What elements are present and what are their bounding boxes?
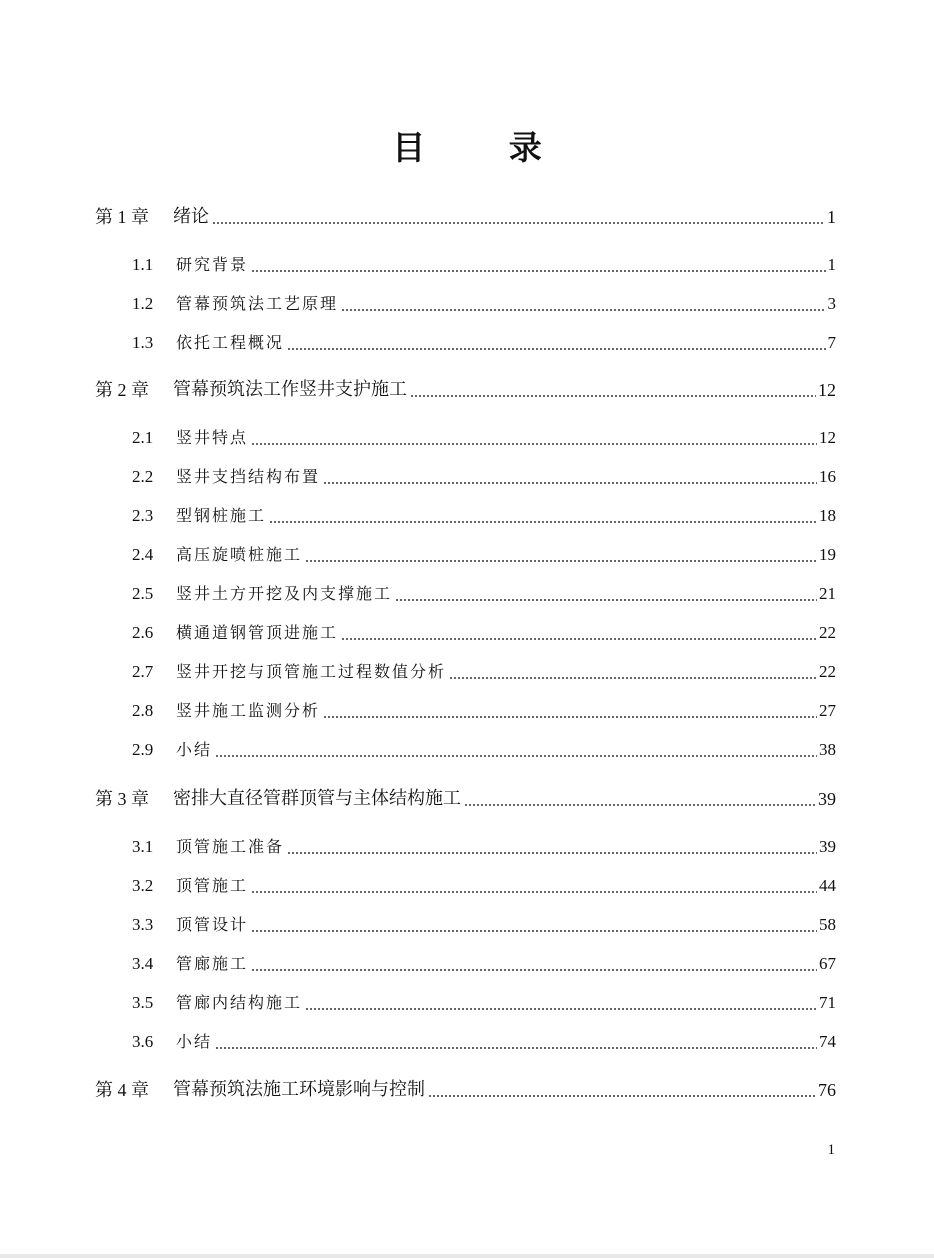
toc-entry-number: 2.8 xyxy=(132,701,154,720)
toc-entry-number: 3.6 xyxy=(132,1032,154,1051)
toc-entry-number: 3.4 xyxy=(132,954,154,973)
toc-section-entry[interactable] xyxy=(0,697,934,725)
toc-section-entry[interactable] xyxy=(0,290,934,318)
toc-entry-title: 密排大直径管群顶管与主体结构施工 xyxy=(173,788,461,809)
toc-entry-page: 19 xyxy=(819,545,836,564)
toc-entry-title: 顶管施工 xyxy=(176,876,249,895)
toc-chapter-entry[interactable] xyxy=(0,1076,934,1104)
toc-entry-title: 高压旋喷桩施工 xyxy=(176,545,303,564)
toc-dot-leader xyxy=(449,677,817,679)
toc-dot-leader xyxy=(305,1008,817,1010)
toc-section-entry[interactable] xyxy=(0,833,934,861)
toc-dot-leader xyxy=(428,1095,816,1097)
toc-entry-number: 3.3 xyxy=(132,915,154,934)
toc-entry-title: 横通道钢管顶进施工 xyxy=(176,623,339,642)
toc-entry-title: 小结 xyxy=(176,1032,213,1051)
toc-entry-title: 管幕预筑法工作竖井支护施工 xyxy=(173,379,407,400)
toc-entry-page: 22 xyxy=(819,623,836,642)
toc-entry-page: 1 xyxy=(827,207,836,227)
toc-entry-number: 2.6 xyxy=(132,623,154,642)
toc-section-entry[interactable] xyxy=(0,251,934,279)
toc-entry-title: 竖井土方开挖及内支撑施工 xyxy=(176,584,393,603)
toc-dot-leader xyxy=(215,1047,817,1049)
toc-entry-title: 管廊施工 xyxy=(176,954,249,973)
toc-entry-title: 顶管施工准备 xyxy=(176,837,285,856)
toc-entry-page: 12 xyxy=(818,380,836,400)
toc-entry-number: 1.2 xyxy=(132,294,154,313)
toc-entry-page: 22 xyxy=(819,662,836,681)
toc-entry-number: 2.1 xyxy=(132,428,154,447)
toc-entry-number: 第 3 章 xyxy=(95,789,149,809)
toc-dot-leader xyxy=(287,348,825,350)
toc-section-entry[interactable] xyxy=(0,950,934,978)
toc-section-entry[interactable] xyxy=(0,502,934,530)
toc-dot-leader xyxy=(341,309,825,311)
toc-entry-title: 管廊内结构施工 xyxy=(176,993,303,1012)
toc-entry-number: 第 2 章 xyxy=(95,380,149,400)
toc-entry-title: 竖井施工监测分析 xyxy=(176,701,321,720)
toc-dot-leader xyxy=(464,804,816,806)
toc-dot-leader xyxy=(251,891,817,893)
toc-entry-page: 16 xyxy=(819,467,836,486)
toc-dot-leader xyxy=(251,930,817,932)
toc-entry-page: 39 xyxy=(818,789,836,809)
toc-dot-leader xyxy=(215,755,817,757)
toc-entry-title: 管幕预筑法工艺原理 xyxy=(176,294,339,313)
toc-entry-number: 2.3 xyxy=(132,506,154,525)
toc-entry-number: 第 1 章 xyxy=(95,207,149,227)
toc-entry-title: 依托工程概况 xyxy=(176,333,285,352)
toc-entry-title: 管幕预筑法施工环境影响与控制 xyxy=(173,1079,425,1100)
toc-entry-number: 1.1 xyxy=(132,255,154,274)
toc-entry-page: 76 xyxy=(818,1080,836,1100)
toc-entry-number: 2.4 xyxy=(132,545,154,564)
toc-entry-page: 18 xyxy=(819,506,836,525)
toc-entry-number: 2.5 xyxy=(132,584,154,603)
toc-entry-page: 1 xyxy=(827,255,836,274)
toc-entry-page: 27 xyxy=(819,701,836,720)
toc-section-entry[interactable] xyxy=(0,580,934,608)
toc-entry-page: 12 xyxy=(819,428,836,447)
toc-dot-leader xyxy=(251,443,817,445)
toc-section-entry[interactable] xyxy=(0,329,934,357)
toc-section-entry[interactable] xyxy=(0,619,934,647)
toc-section-entry[interactable] xyxy=(0,989,934,1017)
toc-entry-title: 研究背景 xyxy=(176,255,249,274)
toc-entry-number: 2.2 xyxy=(132,467,154,486)
toc-entry-title: 竖井支挡结构布置 xyxy=(176,467,321,486)
toc-entry-number: 3.1 xyxy=(132,837,154,856)
toc-section-entry[interactable] xyxy=(0,911,934,939)
toc-entry-page: 39 xyxy=(819,837,836,856)
toc-dot-leader xyxy=(410,395,816,397)
toc-dot-leader xyxy=(251,969,817,971)
toc-entry-page: 44 xyxy=(819,876,836,895)
toc-entry-title: 绪论 xyxy=(173,206,209,227)
page-number: 1 xyxy=(827,1142,835,1158)
toc-entry-title: 小结 xyxy=(176,740,213,759)
toc-entry-title: 型钢桩施工 xyxy=(176,506,267,525)
toc-entry-number: 2.7 xyxy=(132,662,154,681)
toc-dot-leader xyxy=(305,560,817,562)
toc-dot-leader xyxy=(287,852,817,854)
toc-dot-leader xyxy=(341,638,817,640)
toc-section-entry[interactable] xyxy=(0,872,934,900)
toc-entry-title: 竖井特点 xyxy=(176,428,249,447)
toc-dot-leader xyxy=(395,599,817,601)
toc-entry-title: 顶管设计 xyxy=(176,915,249,934)
toc-section-entry[interactable] xyxy=(0,541,934,569)
toc-section-entry[interactable] xyxy=(0,736,934,764)
toc-entry-page: 74 xyxy=(819,1032,836,1051)
page-bottom-edge xyxy=(0,1254,934,1258)
toc-entry-number: 1.3 xyxy=(132,333,154,352)
toc-entry-number: 第 4 章 xyxy=(95,1080,149,1100)
page-title: 目 录 xyxy=(392,128,578,167)
toc-dot-leader xyxy=(269,521,817,523)
toc-chapter-entry[interactable] xyxy=(0,785,934,813)
toc-entry-page: 58 xyxy=(819,915,836,934)
toc-chapter-entry[interactable] xyxy=(0,376,934,404)
toc-chapter-entry[interactable] xyxy=(0,203,934,231)
toc-entry-number: 2.9 xyxy=(132,740,154,759)
toc-entry-number: 3.5 xyxy=(132,993,154,1012)
toc-dot-leader xyxy=(323,482,817,484)
toc-dot-leader xyxy=(212,222,825,224)
toc-entry-page: 7 xyxy=(827,333,836,352)
toc-section-entry[interactable] xyxy=(0,1028,934,1056)
toc-entry-page: 67 xyxy=(819,954,836,973)
toc-entry-page: 3 xyxy=(827,294,836,313)
toc-entry-page: 21 xyxy=(819,584,836,603)
toc-entry-page: 38 xyxy=(819,740,836,759)
toc-dot-leader xyxy=(323,716,817,718)
toc-section-entry[interactable] xyxy=(0,658,934,686)
toc-entry-number: 3.2 xyxy=(132,876,154,895)
toc-dot-leader xyxy=(251,270,825,272)
toc-section-entry[interactable] xyxy=(0,424,934,452)
toc-section-entry[interactable] xyxy=(0,463,934,491)
toc-entry-page: 71 xyxy=(819,993,836,1012)
toc-entry-title: 竖井开挖与顶管施工过程数值分析 xyxy=(176,662,447,681)
